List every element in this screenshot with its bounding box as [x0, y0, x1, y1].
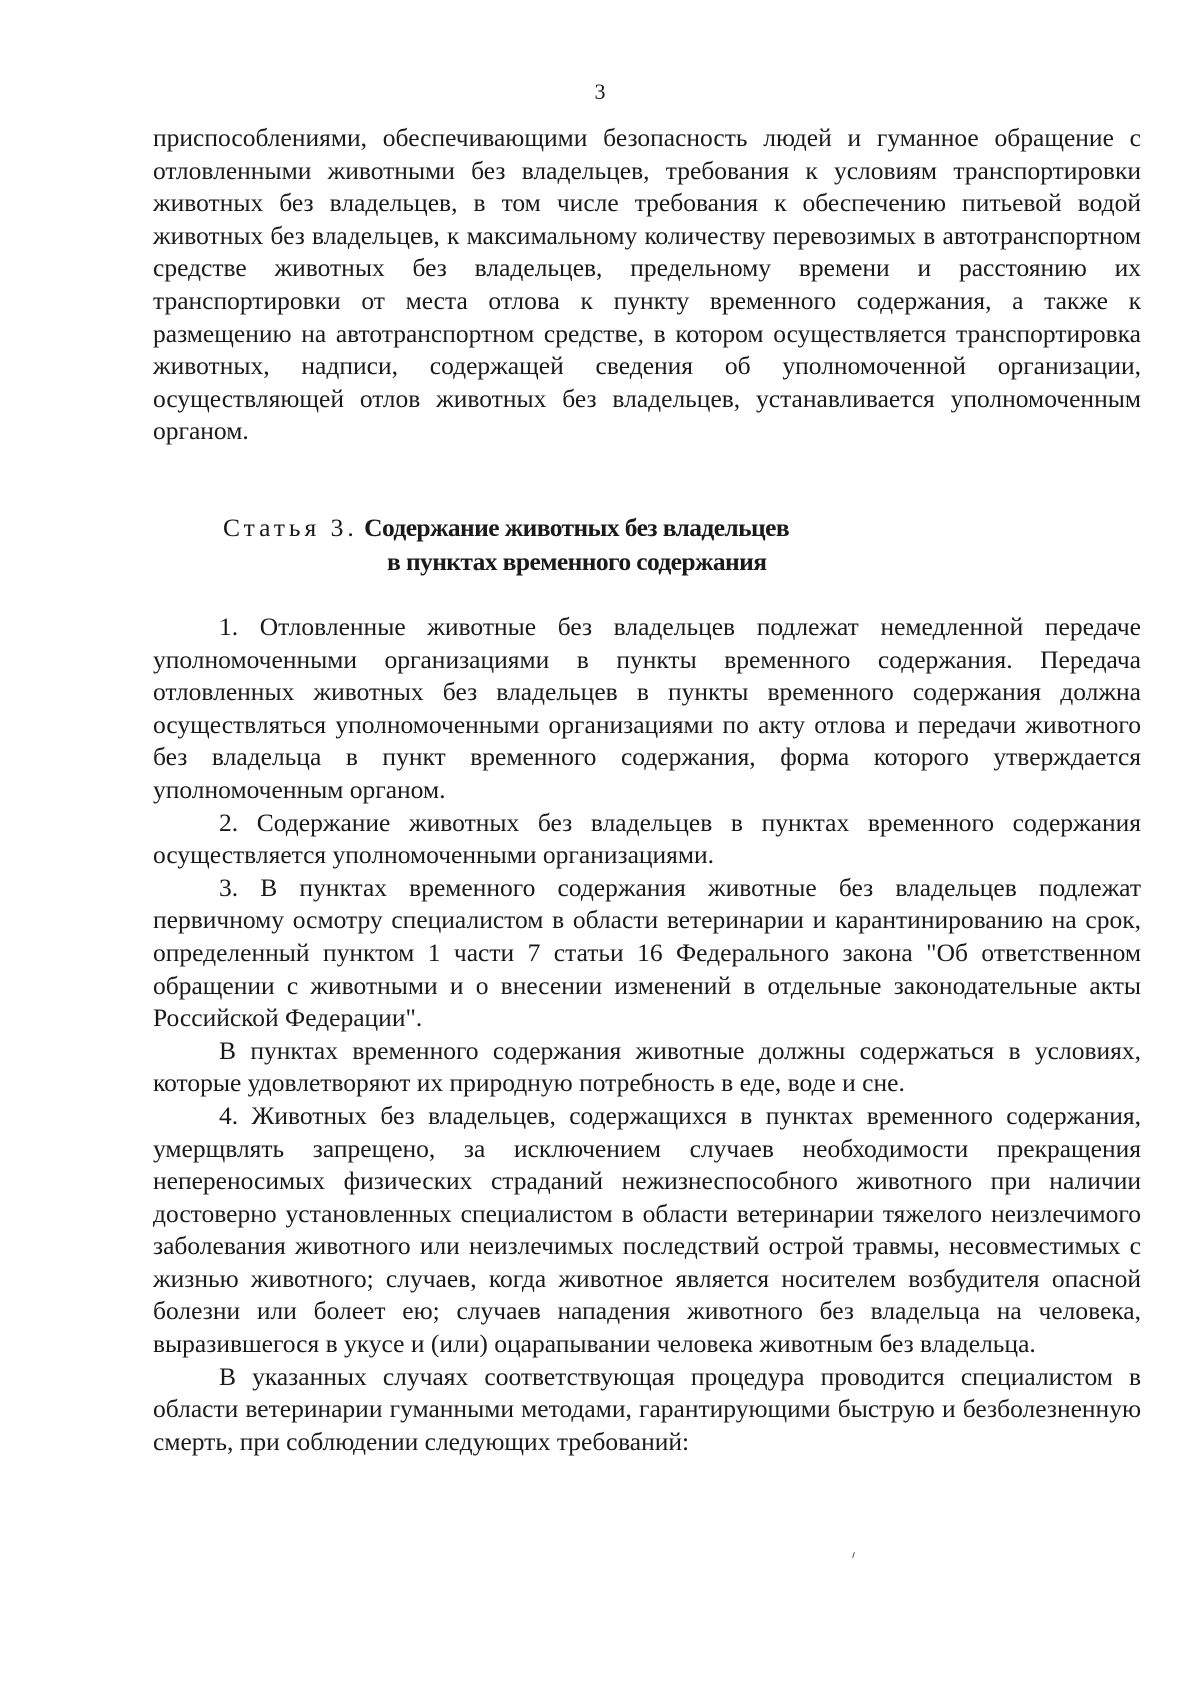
paragraph-item-4: 4. Животных без владельцев, содержащихся в пунктах временного содержания, умерщвлять запрещено, за исключением случаев необходимости прекращения непереносимых физических страданий нежизнеспособного животного при наличии достоверно установленных специалистом в области ветеринарии тяжелого неизлечимого заболевания животного или неизлечимых последствий острой травмы, несовместимых с жизнью животного; случаев, когда животное является носителем возбудителя опасной болезни или болеет ею; случаев нападения животного без владельца на человека, выразившегося в укусе и (или) оцарапывании человека животным без владельца.	[153, 1100, 1141, 1359]
article-title-continuation: в пунктах временного содержания	[387, 547, 767, 576]
article-number: Статья 3.	[223, 513, 358, 542]
article-body	[153, 611, 1141, 1458]
intro-paragraph: приспособлениями, обеспечивающими безопасность людей и гуманное обращение с отловленными животными без владельцев, требования к условиям транспортировки животных без владельцев, в том числе требования к обеспечению питьевой водой животных без владельцев, к максимальному количеству перевозимых в автотранспортном средстве животных без владельцев, предельному времени и расстоянию их транспортировки от места отлова к пункту временного содержания, а также к размещению на автотранспортном средстве, в котором осуществляется транспортировка животных, надписи, содержащей сведения об уполномоченной организации, осуществляющей отлов животных без владельцев, устанавливается уполномоченным органом.	[153, 123, 1141, 446]
paragraph-item-3: 3. В пунктах временного содержания животные без владельцев подлежат первичному осмотру специалистом в области ветеринарии и карантинированию на срок, определенный пунктом 1 части 7 статьи 16 Федерального закона "Об ответственном обращении с животными и о внесении изменений в отдельные законодательные акты Российской Федерации".	[153, 872, 1141, 1033]
scan-mark	[852, 1552, 855, 1558]
intro-block	[153, 122, 1141, 448]
paragraph-conditions: В пунктах временного содержания животные должны содержаться в условиях, которые удовлетворяют их природную потребность в еде, воде и сне.	[153, 1035, 1141, 1098]
article-title: Содержание животных без владельцев	[364, 513, 790, 542]
article-heading	[223, 511, 1023, 579]
paragraph-procedure: В указанных случаях соответствующая процедура проводится специалистом в области ветеринарии гуманными методами, гарантирующими быструю и безболезненную смерть, при соблюдении следующих требований:	[153, 1361, 1141, 1456]
paragraph-item-2: 2. Содержание животных без владельцев в пунктах временного содержания осуществляется уполномоченными организациями.	[153, 807, 1141, 870]
paragraph-item-1: 1. Отловленные животные без владельцев подлежат немедленной передаче уполномоченными организациями в пункты временного содержания. Передача отловленных животных без владельцев в пункты временного содержания должна осуществляться уполномоченными организациями по акту отлова и передачи животного без владельца в пункт временного содержания, форма которого утверждается уполномоченным органом.	[153, 612, 1141, 804]
article-heading-line1	[223, 511, 1023, 545]
page-number: 3	[594, 79, 606, 104]
